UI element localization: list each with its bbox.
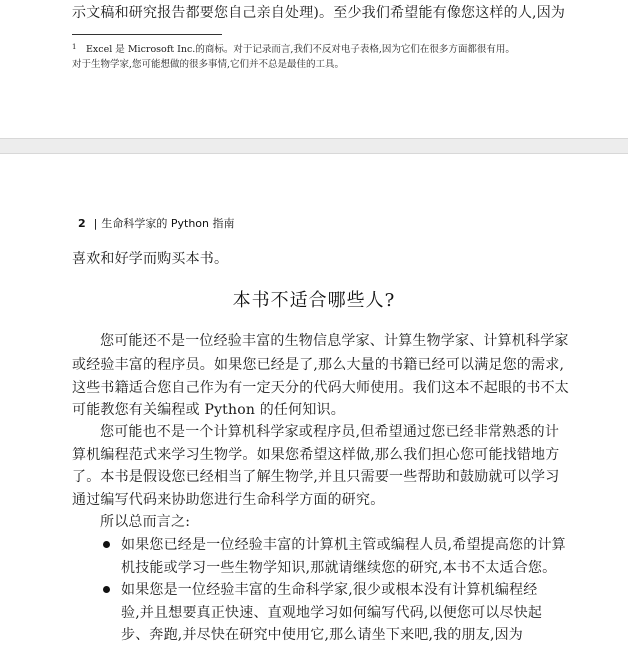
- current-page: [0, 154, 628, 643]
- paragraph-line: 可能教您有关编程或 Python 的任何知识。: [72, 402, 345, 418]
- bullet-line: 验,并且想要真正快速、直观地学习如何编写代码,以便您可以尽快起: [121, 605, 543, 621]
- footnote-text: Excel 是 Microsoft Inc.的商标。对于记录而言,我们不反对电子表格,因为它们在很多方面都很有用。: [86, 44, 515, 55]
- section-heading: 本书不适合哪些人?: [232, 290, 396, 311]
- footnote-divider: [72, 34, 222, 35]
- paragraph-line: 您可能也不是一个计算机科学家或程序员,但希望通过您已经非常熟悉的计: [100, 424, 560, 440]
- footnote-line: 对于生物学家,您可能想做的很多事情,它们并不总是最佳的工具。: [72, 59, 345, 70]
- footnote-line: [72, 42, 515, 57]
- bullet-line: 步、奔跑,并尽快在研究中使用它,那么请坐下来吧,我的朋友,因为: [121, 627, 523, 643]
- carry-over-text-line: 示文稿和研究报告都要您自己亲自处理)。至少我们希望能有像您这样的人,因为: [72, 5, 566, 21]
- page-break-gap: [0, 138, 628, 154]
- footnote-marker: 1: [72, 43, 77, 51]
- continued-text-line: 喜欢和好学而购买本书。: [72, 251, 229, 267]
- bullet-line: 如果您已经是一位经验丰富的计算机主管或编程人员,希望提高您的计算: [121, 537, 566, 553]
- header-separator: |: [93, 217, 98, 230]
- paragraph-line: 通过编写代码来协助您进行生命科学方面的研究。: [72, 492, 385, 508]
- bullet-line: 机技能或学习一些生物学知识,那就请继续您的研究,本书不太适合您。: [121, 560, 557, 576]
- paragraph-line: 或经验丰富的程序员。如果您已经是了,那么大量的书籍已经可以满足您的需求,: [72, 357, 565, 373]
- paragraph-line: 您可能还不是一位经验丰富的生物信息学家、计算生物学家、计算机科学家: [100, 333, 569, 349]
- paragraph-line: 算机编程范式来学习生物学。如果您希望这样做,那么我们担心您可能找错地方: [72, 447, 560, 463]
- previous-page: [0, 0, 628, 138]
- bullet-line: 如果您是一位经验丰富的生命科学家,很少或根本没有计算机编程经: [121, 582, 538, 598]
- page-number: 2: [78, 217, 86, 230]
- book-title: 生命科学家的 Python 指南: [101, 217, 235, 230]
- bullet-icon: [103, 586, 110, 593]
- paragraph-line: 这些书籍适合您自己作为有一定天分的代码大师使用。我们这本不起眼的书不太: [72, 380, 569, 396]
- running-header: [78, 216, 235, 232]
- bullet-icon: [103, 541, 110, 548]
- summary-intro: 所以总而言之:: [100, 514, 191, 530]
- paragraph-line: 了。本书是假设您已经相当了解生物学,并且只需要一些帮助和鼓励就可以学习: [72, 469, 560, 485]
